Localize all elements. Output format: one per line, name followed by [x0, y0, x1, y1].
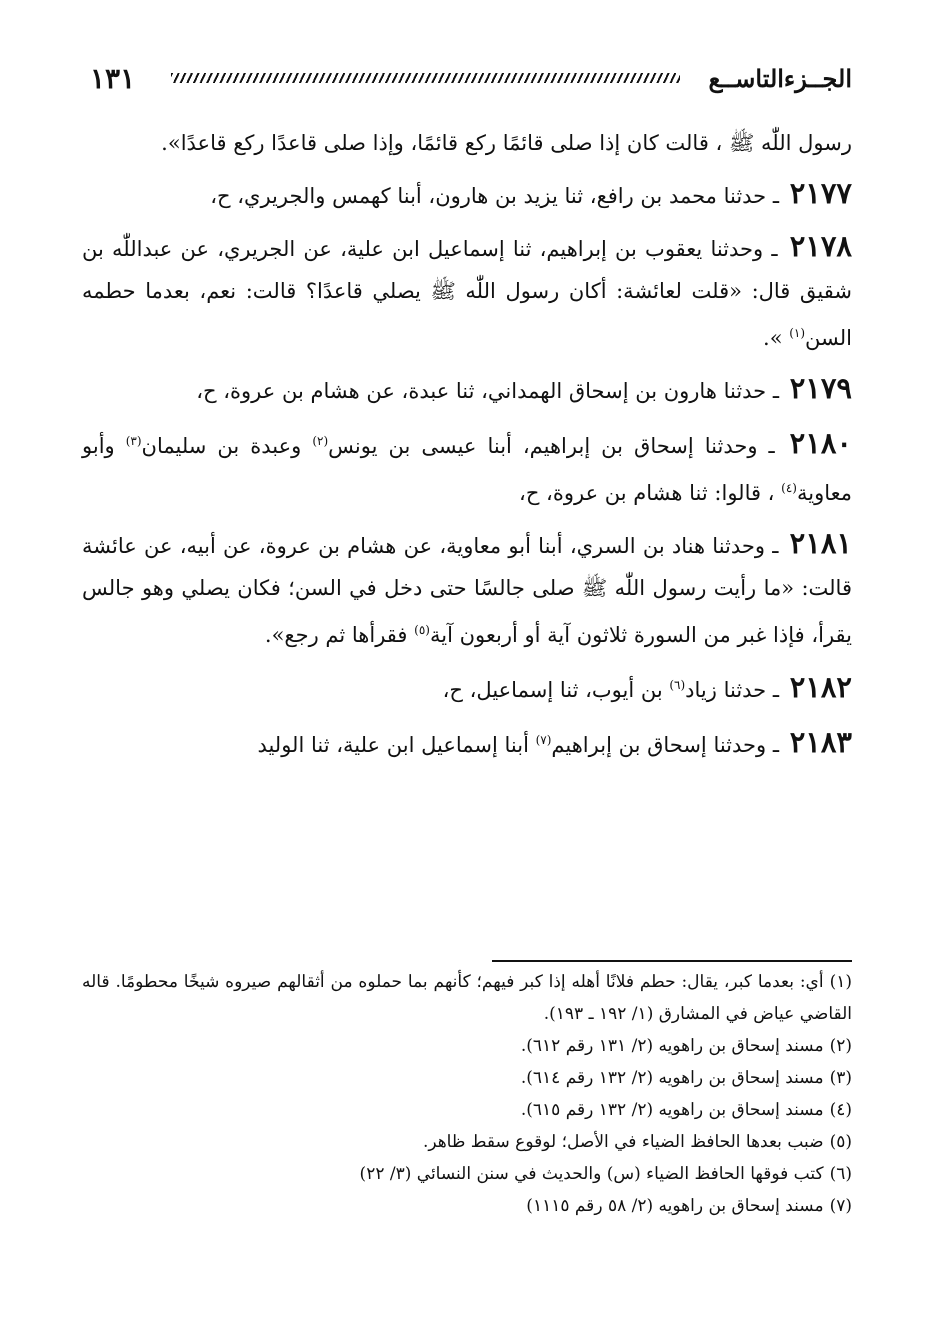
hadith-2179 — [82, 367, 852, 412]
hadith-2177 — [82, 172, 852, 217]
footnote-separator — [492, 960, 852, 962]
footnote-ref: (٦) — [669, 678, 686, 692]
paragraph-text-tail: ». — [763, 326, 790, 350]
paragraph-text-tail: ، قالوا: ثنا هشام بن عروة، ح، — [519, 481, 782, 505]
hadith-number: ٢١٨١ — [789, 526, 852, 560]
footnote-2 — [82, 1030, 852, 1062]
footnote-text: ضبب بعدها الحافظ الضياء في الأصل؛ لوقوع سقط ظاهر. — [422, 1132, 824, 1152]
footnote-text: أي: بعدما كبر، يقال: حطم فلانًا أهله إذا كبر فيهم؛ كأنهم بما حملوه من أثقالهم صيروه شيخًا محطومًا. قاله القاضي عياض في المشارق (١/ ١٩٢ ـ ١٩٣). — [82, 972, 852, 1024]
paragraph-text: ـ حدثنا هارون بن إسحاق الهمداني، ثنا عبدة، عن هشام بن عروة، ح، — [196, 379, 779, 403]
hadith-number: ٢١٨٣ — [789, 725, 852, 759]
footnote-number: (٦) — [829, 1164, 852, 1184]
footnotes — [82, 966, 852, 1222]
running-title: الجــزءالتاســع — [708, 63, 852, 93]
footnote-ref: (٢) — [312, 434, 329, 448]
header-hatch-rule — [171, 73, 680, 83]
footnote-number: (٣) — [829, 1068, 852, 1088]
hadith-2183 — [82, 719, 852, 766]
hadith-number: ٢١٨٠ — [789, 426, 852, 460]
paragraph-text: ـ وحدثنا يعقوب بن إبراهيم، ثنا إسماعيل ابن علية، عن الجريري، عن عبداللّٰه بن شقيق قال: «قلت لعائشة: أكان رسول اللّٰه ﷺ يصلي قاعدًا؟ قالت: نعم، بعدما حطمه السن — [82, 237, 852, 350]
hadith-2178 — [82, 225, 852, 359]
footnote-ref: (٤) — [781, 481, 797, 495]
footnote-text: مسند إسحاق بن راهويه (٢/ ١٣٢ رقم ٦١٥). — [520, 1100, 824, 1120]
footnote-6 — [82, 1158, 852, 1190]
paragraph-text: ـ وحدثنا إسحاق بن إبراهيم، أبنا عيسى بن يونس — [328, 434, 775, 458]
paragraph-text-tail: وعبدة بن سليمان — [141, 434, 313, 458]
footnote-text: كتب فوقها الحافظ الضياء (س) والحديث في سنن النسائي (٣/ ٢٢) — [359, 1164, 824, 1184]
hadith-number: ٢١٧٨ — [789, 229, 853, 263]
paragraph-text-tail: بن أيوب، ثنا إسماعيل، ح، — [442, 678, 670, 702]
main-text — [82, 122, 852, 774]
paragraph-text-tail: فقرأها ثم رجع». — [264, 623, 415, 647]
footnote-number: (٤) — [829, 1100, 852, 1120]
footnote-ref: (٧) — [535, 733, 552, 747]
hadith-2181 — [82, 522, 852, 656]
hadith-number: ٢١٨٢ — [789, 670, 852, 704]
footnote-1 — [82, 966, 852, 1030]
paragraph-continuation — [82, 122, 852, 164]
paragraph-text-tail: وأبو معاوية — [82, 434, 852, 505]
footnote-text: مسند إسحاق بن راهويه (٢/ ١٣٢ رقم ٦١٤). — [520, 1068, 824, 1088]
page-header — [90, 58, 852, 98]
paragraph-text: رسول اللّٰه ﷺ ، قالت كان إذا صلى قائمًا ركع قائمًا، وإذا صلى قاعدًا ركع قاعدًا». — [161, 131, 852, 155]
footnote-5 — [82, 1126, 852, 1158]
paragraph-text: ـ وحدثنا هناد بن السري، أبنا أبو معاوية، عن هشام بن عروة، عن أبيه، عن عائشة قالت: «ما رأيت رسول اللّٰه ﷺ صلى جالسًا حتى دخل في السن؛ فكان يصلي وهو جالس يقرأ، فإذا غبر من السورة ثلاثون آية أو أربعون آية — [82, 534, 852, 647]
hadith-number: ٢١٧٧ — [789, 176, 852, 210]
footnote-number: (٥) — [829, 1132, 852, 1152]
footnote-number: (٧) — [829, 1196, 852, 1216]
footnote-text: مسند إسحاق بن راهويه (٢/ ١٣١ رقم ٦١٢). — [520, 1036, 824, 1056]
page-number: ١٣١ — [90, 61, 136, 95]
footnote-ref: (٥) — [414, 623, 430, 637]
footnote-text: مسند إسحاق بن راهويه (٢/ ٥٨ رقم ١١١٥) — [526, 1196, 824, 1216]
footnote-number: (٢) — [829, 1036, 852, 1056]
hadith-number: ٢١٧٩ — [789, 371, 852, 405]
paragraph-text: ـ وحدثنا إسحاق بن إبراهيم — [551, 733, 779, 757]
footnote-ref: (١) — [789, 326, 806, 340]
hadith-2180 — [82, 420, 852, 514]
footnote-number: (١) — [829, 972, 852, 992]
footnote-3 — [82, 1062, 852, 1094]
paragraph-text: ـ حدثنا زياد — [685, 678, 779, 702]
footnote-4 — [82, 1094, 852, 1126]
paragraph-text: ـ حدثنا محمد بن رافع، ثنا يزيد بن هارون، أبنا كهمس والجريري، ح، — [210, 184, 779, 208]
footnote-7 — [82, 1190, 852, 1222]
footnote-ref: (٣) — [125, 434, 142, 448]
hadith-2182 — [82, 664, 852, 711]
paragraph-text-tail: أبنا إسماعيل ابن علية، ثنا الوليد — [257, 733, 536, 757]
